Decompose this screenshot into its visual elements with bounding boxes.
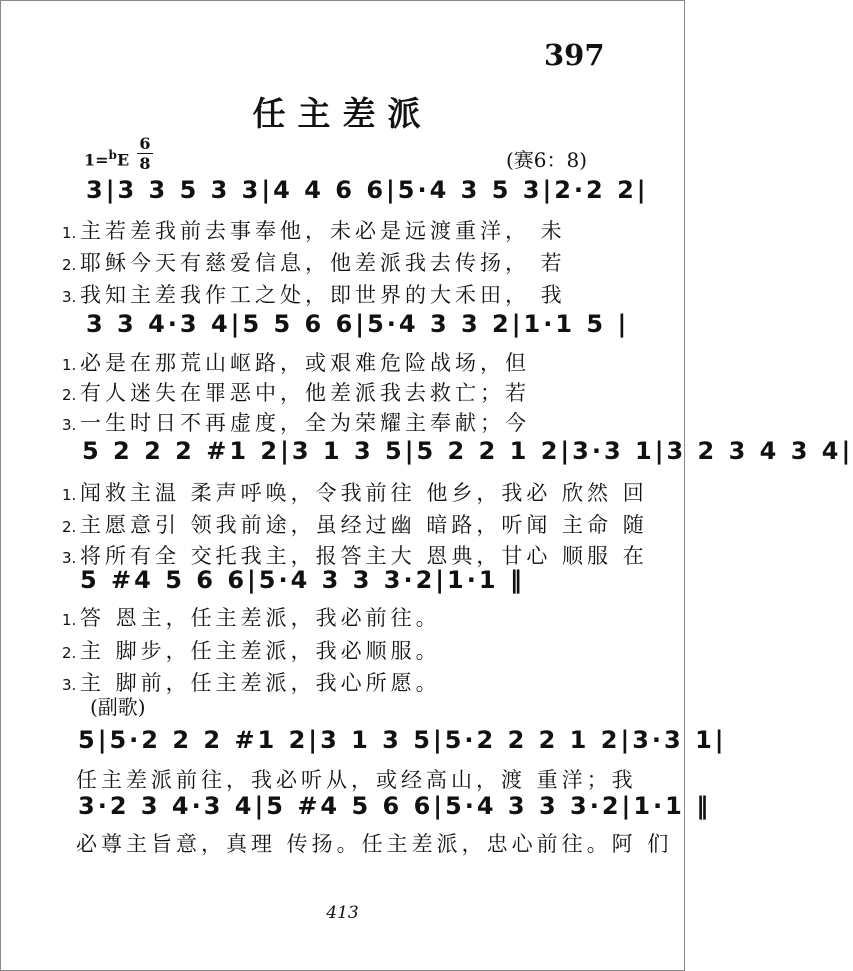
notation-line: 5 2 2 2 #1 2|3 1 3 5|5 2 2 1 2|3·3 1|3 2 3 4 3 4| [82, 437, 853, 465]
lyric-line: 3. 主 脚前，任主差派，我心所愿。 [62, 671, 441, 695]
lyric-line: 1. 答 恩主，任主差派，我必前往。 [62, 606, 441, 630]
refrain-notation-line: 3·2 3 4·3 4|5 #4 5 6 6|5·4 3 3 3·2|1·1 ‖ [78, 792, 712, 820]
lyric-line: 3. 将所有全 交托我主，报答主大 恩典，甘心 顺服 在 [62, 544, 648, 568]
lyric-line: 1. 主若差我前去事奉他，未必是远渡重洋， 未 [62, 219, 566, 243]
hymn-number: 397 [544, 38, 605, 72]
time-signature-bottom: 8 [139, 154, 151, 173]
page-number: 413 [326, 903, 359, 923]
time-signature-top: 6 [139, 134, 151, 153]
key-signature: 1=$^b$E [84, 148, 130, 170]
refrain-lyric-line: 任主差派前往，我必听从，或经高山，渡 重洋；我 [76, 768, 637, 792]
notation-line: 5 #4 5 6 6|5·4 3 3 3·2|1·1 ‖ [80, 566, 525, 594]
notation-line: 3 3 4·3 4|5 5 6 6|5·4 3 3 2|1·1 5 | [86, 310, 630, 338]
lyric-line: 1. 必是在那荒山岖路，或艰难危险战场，但 [62, 351, 530, 375]
lyric-line: 3. 我知主差我作工之处，即世界的大禾田， 我 [62, 283, 566, 307]
lyric-line: 2. 主愿意引 领我前途，虽经过幽 暗路，听闻 主命 随 [62, 513, 648, 537]
refrain-lyric-line: 必尊主旨意，真理 传扬。任主差派，忠心前往。阿 们 [76, 832, 673, 856]
lyric-line: 2. 主 脚步，任主差派，我必顺服。 [62, 639, 441, 663]
refrain-label: (副歌) [90, 695, 146, 719]
lyric-line: 1. 闻救主温 柔声呼唤，令我前往 他乡，我必 欣然 回 [62, 481, 648, 505]
lyric-line: 2. 耶稣今天有慈爱信息，他差派我去传扬， 若 [62, 251, 566, 275]
scripture-reference: (赛6：8) [506, 148, 588, 172]
hymn-title: 任主差派 [252, 94, 433, 133]
refrain-notation-line: 5|5·2 2 2 #1 2|3 1 3 5|5·2 2 2 1 2|3·3 1| [78, 726, 727, 754]
lyric-line: 2. 有人迷失在罪恶中，他差派我去救亡；若 [62, 381, 530, 405]
time-signature [137, 135, 153, 172]
notation-line: 3|3 3 5 3 3|4 4 6 6|5·4 3 5 3|2·2 2| [86, 176, 649, 204]
lyric-line: 3. 一生时日不再虚度，全为荣耀主奉献；今 [62, 411, 530, 435]
